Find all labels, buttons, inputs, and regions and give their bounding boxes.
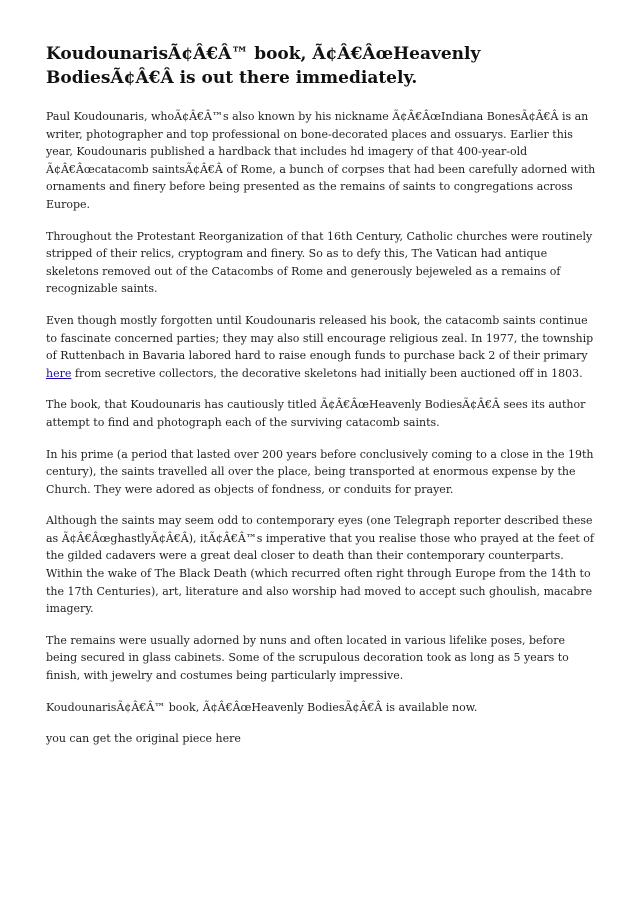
paragraph-3 <box>46 312 596 382</box>
paragraph-2: Throughout the Protestant Reorganization of that 16th Century, Catholic churches were routinely stripped of their relics, cryptogram and finery. So as to defy this, The Vatican had antique skeletons removed out of the Catacombs of Rome and generously bejeweled as a remains of recognizable saints. <box>46 229 593 296</box>
document-page <box>46 42 596 762</box>
paragraph-5: In his prime (a period that lasted over 200 years before conclusively coming to a close in the 19th century), the saints travelled all over the place, being transported at enormous expense by the Church. They were adored as objects of fondness, or conduits for prayer. <box>46 447 594 496</box>
paragraph-6: Although the saints may seem odd to contemporary eyes (one Telegraph reporter described these as Ã¢Â€ÂœghastlyÃ¢Â€Â), itÃ¢Â€Â™s imperative that you realise those who prayed at the feet of the gilded cadavers were a great deal closer to death than their contemporary counterparts. Within the wake of The Black Death (which recurred often right through Europe from the 14th to the 17th Centuries), art, literature and also worship had moved to accept such ghoulish, macabre imagery. <box>46 514 595 616</box>
paragraph-1: Paul Koudounaris, whoÃ¢Â€Â™s also known by his nickname Ã¢Â€ÂœIndiana BonesÃ¢Â€Â is an writer, photographer and top professional on bone-decorated places and ossuarys. Earlier this year, Koudounaris published a hardback that includes hd imagery of that 400-year-old Ã¢Â€Âœcatacomb saintsÃ¢Â€Â of Rome, a bunch of corpses that had been carefully adorned with ornaments and finery before being presented as the remains of saints to congregations across Europe. <box>46 110 596 211</box>
paragraph-9: you can get the original piece here <box>46 732 241 746</box>
paragraph-3-text-after: from secretive collectors, the decorative skeletons had initially been auctioned off in 1803. <box>71 366 583 380</box>
page-title: KoudounarisÃ¢Â€Â™ book, Ã¢Â€ÂœHeavenly BodiesÃ¢Â€Â is out there immediately. <box>46 44 481 88</box>
paragraph-7: The remains were usually adorned by nuns and often located in various lifelike poses, before being secured in glass cabinets. Some of the scrupulous decoration took as long as 5 years to finish, with jewelry and costumes being particularly impressive. <box>46 633 569 683</box>
paragraph-4: The book, that Koudounaris has cautiously titled Ã¢Â€ÂœHeavenly BodiesÃ¢Â€Â sees its author attempt to find and photograph each of the surviving catacomb saints. <box>46 398 586 429</box>
paragraph-3-text-before: Even though mostly forgotten until Koudounaris released his book, the catacomb saints continue to fascinate concerned parties; they may also still encourage religious zeal. In 1977, the township of Ruttenbach in Bavaria labored hard to raise enough funds to purchase back 2 of their primary <box>46 313 594 363</box>
here-link[interactable]: here <box>46 366 72 380</box>
paragraph-8: KoudounarisÃ¢Â€Â™ book, Ã¢Â€ÂœHeavenly BodiesÃ¢Â€Â is available now. <box>46 700 478 714</box>
